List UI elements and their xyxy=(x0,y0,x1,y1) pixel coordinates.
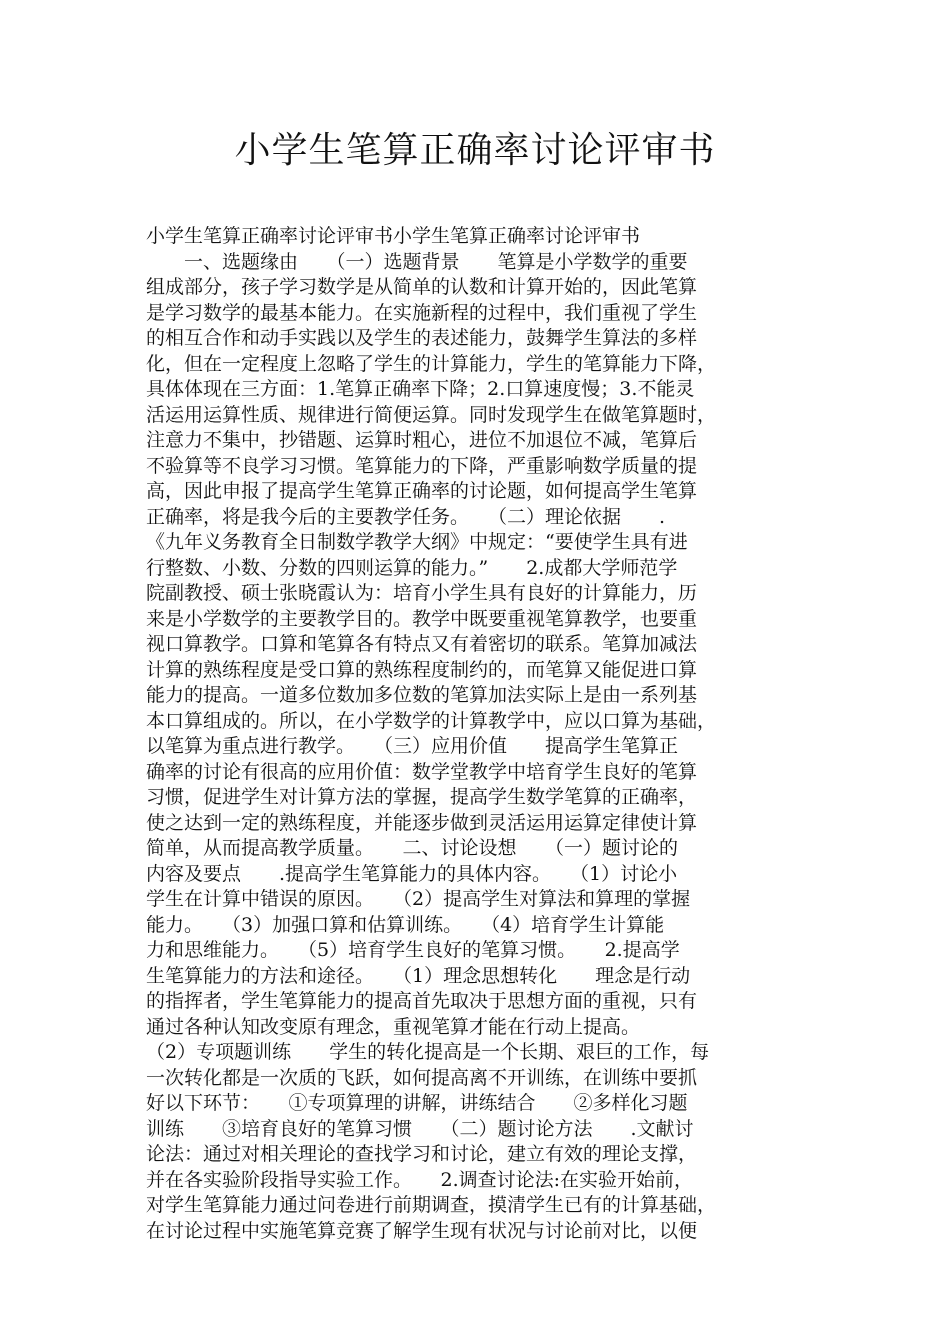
body-text-line: 的指挥者，学生笔算能力的提高首先取决于思想方面的重视，只有 xyxy=(146,990,698,1012)
body-text-line: 生笔算能力的方法和途径。 （1）理念思想转化 理念是行动 xyxy=(146,964,691,987)
body-text-line: 行整数、小数、分数的四则运算的能力。” 2.成都大学师范学 xyxy=(146,556,678,579)
body-text-line: 能力。 （3）加强口算和估算训练。 （4）培育学生计算能 xyxy=(146,913,665,936)
body-text-line: 力和思维能力。 （5）培育学生良好的笔算习惯。 2.提高学 xyxy=(146,939,680,961)
body-text-line: 不验算等不良学习习惯。笔算能力的下降，严重影响数学质量的提 xyxy=(146,454,698,477)
body-text-line: 并在各实验阶段指导实验工作。 2.调查讨论法:在实验开始前， xyxy=(146,1168,694,1191)
body-text-line: 训练 ③培育良好的笔算习惯 （二）题讨论方法 .文献讨 xyxy=(146,1117,694,1140)
body-text-line: 内容及要点 .提高学生笔算能力的具体内容。 （1）讨论小 xyxy=(146,862,678,885)
body-text-line: 习惯，促进学生对计算方法的掌握，提高学生数学笔算的正确率， xyxy=(146,786,698,808)
body-text-line: 在讨论过程中实施笔算竞赛了解学生现有状况与讨论前对比，以便 xyxy=(146,1219,698,1242)
body-text-line: 小学生笔算正确率讨论评审书小学生笔算正确率讨论评审书 xyxy=(146,225,641,247)
body-text-line: 《九年义务教育全日制数学教学大纲》中规定：“要使学生具有进 xyxy=(146,531,688,553)
body-text-line: 具体体现在三方面：1.笔算正确率下降；2.口算速度慢；3.不能灵 xyxy=(146,378,695,400)
body-text-line: 是学习数学的最基本能力。在实施新程的过程中，我们重视了学生 xyxy=(146,301,698,324)
body-text-line: 一次转化都是一次质的飞跃，如何提高离不开训练，在训练中要抓 xyxy=(146,1066,698,1089)
body-text-line: 注意力不集中，抄错题、运算时粗心，进位不加退位不减，笔算后 xyxy=(146,429,698,451)
body-text-line: 学生在计算中错误的原因。 （2）提高学生对算法和算理的掌握 xyxy=(146,888,691,910)
document-title: 小学生笔算正确率讨论评审书 xyxy=(234,130,716,171)
body-text-line: 的相互合作和动手实践以及学生的表述能力，鼓舞学生算法的多样 xyxy=(146,327,698,349)
body-text-line: 计算的熟练程度是受口算的熟练程度制约的，而笔算又能促进口算 xyxy=(146,658,698,681)
body-text-line: 一、选题缘由 （一）选题背景 笔算是小学数学的重要 xyxy=(146,250,688,273)
body-text-line: 组成部分，孩子学习数学是从简单的认数和计算开始的，因此笔算 xyxy=(146,276,698,298)
body-text-line: 高，因此申报了提高学生笔算正确率的讨论题，如何提高学生笔算 xyxy=(146,480,698,502)
body-text-line: 使之达到一定的熟练程度，并能逐步做到灵活运用运算定律使计算 xyxy=(146,811,698,834)
body-text-line: 视口算教学。口算和笔算各有特点又有着密切的联系。笔算加减法 xyxy=(146,633,698,655)
body-text-line: 论法：通过对相关理论的查找学习和讨论，建立有效的理论支撑， xyxy=(146,1143,698,1165)
body-text-line: 通过各种认知改变原有理念，重视笔算才能在行动上提高。 xyxy=(146,1015,641,1038)
body-text-line: 化，但在一定程度上忽略了学生的计算能力，学生的笔算能力下降， xyxy=(146,352,717,375)
body-text-line: （2）专项题训练 学生的转化提高是一个长期、艰巨的工作，每 xyxy=(146,1041,710,1063)
body-text-line: 正确率，将是我今后的主要教学任务。 （二）理论依据 . xyxy=(146,505,666,528)
body-text-line: 能力的提高。一道多位数加多位数的笔算加法实际上是由一系列基 xyxy=(146,684,698,706)
body-text-line: 来是小学数学的主要教学目的。教学中既要重视笔算教学，也要重 xyxy=(146,607,698,630)
body-text-line: 对学生笔算能力通过问卷进行前期调查，摸清学生已有的计算基础， xyxy=(146,1194,717,1216)
body-text-line: 活运用运算性质、规律进行简便运算。同时发现学生在做笔算题时， xyxy=(146,403,717,426)
body-text-line: 院副教授、硕士张晓霞认为：培育小学生具有良好的计算能力，历 xyxy=(146,582,698,604)
document-body xyxy=(146,224,810,1244)
body-text-line: 好以下环节： ①专项算理的讲解，讲练结合 ②多样化习题 xyxy=(146,1092,688,1114)
body-text-line: 本口算组成的。所以，在小学数学的计算教学中，应以口算为基础， xyxy=(146,709,717,732)
body-text-line: 确率的讨论有很高的应用价值：数学堂教学中培育学生良好的笔算 xyxy=(146,760,698,783)
body-text-line: 以笔算为重点进行教学。 （三）应用价值 提高学生笔算正 xyxy=(146,735,679,757)
body-text-line: 简单，从而提高教学质量。 二、讨论设想 （一）题讨论的 xyxy=(146,837,679,859)
